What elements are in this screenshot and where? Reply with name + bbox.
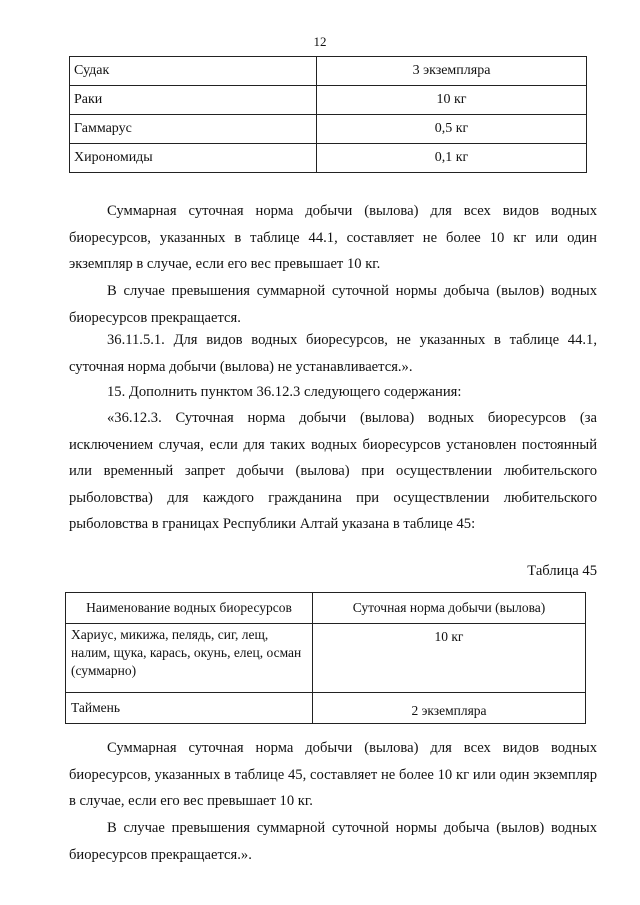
species-name-cell: Судак	[70, 57, 317, 86]
catch-norms-table-45	[65, 592, 586, 724]
table-row	[70, 115, 587, 144]
table-row	[70, 144, 587, 173]
norm-value-cell: 0,1 кг	[317, 144, 587, 173]
table-header-row	[66, 593, 586, 624]
header-norm-cell: Суточная норма добычи (вылова)	[313, 593, 586, 624]
species-name-cell: Таймень	[66, 693, 313, 724]
norm-value-cell: 2 экземпляра	[313, 693, 586, 724]
norm-value-cell: 10 кг	[317, 86, 587, 115]
norm-value-cell: 3 экземпляра	[317, 57, 587, 86]
species-name-cell: Хирономиды	[70, 144, 317, 173]
norm-value-cell: 0,5 кг	[317, 115, 587, 144]
header-species-cell: Наименование водных биоресурсов	[66, 593, 313, 624]
table-row	[70, 57, 587, 86]
table-row	[70, 86, 587, 115]
paragraph-catch-stop-1: В случае превышения суммарной суточной нормы добыча (вылов) водных биоресурсов прекращается.	[69, 283, 597, 326]
paragraph-36-11-5-1: 36.11.5.1. Для видов водных биоресурсов, не указанных в таблице 44.1, суточная норма добычи (вылова) не устанавливается.».	[69, 332, 597, 375]
paragraph-catch-stop-2: В случае превышения суммарной суточной нормы добыча (вылов) водных биоресурсов прекращается.».	[69, 820, 597, 863]
paragraph-total-norm-44-1: Суммарная суточная норма добычи (вылова) для всех видов водных биоресурсов, указанных в таблице 44.1, составляет не более 10 кг или один экземпляр в случае, если его вес превышает 10 кг.	[69, 203, 597, 272]
table-45-caption: Таблица 45	[527, 563, 597, 579]
table-row	[66, 693, 586, 724]
species-name-cell: Гаммарус	[70, 115, 317, 144]
page-number: 12	[313, 34, 327, 49]
norm-value-cell: 10 кг	[313, 624, 586, 693]
table-row	[66, 624, 586, 693]
species-name-cell: Хариус, микижа, пелядь, сиг, лещ, налим, щука, карась, окунь, елец, осман (суммарно)	[66, 624, 313, 693]
paragraph-item-15: 15. Дополнить пунктом 36.12.3 следующего содержания:	[107, 384, 462, 400]
species-name-cell: Раки	[70, 86, 317, 115]
paragraph-total-norm-45: Суммарная суточная норма добычи (вылова) для всех видов водных биоресурсов, указанных в таблице 45, составляет не более 10 кг или один экземпляр в случае, если его вес превышает 10 кг.	[69, 740, 597, 809]
catch-norms-table-44-1	[69, 56, 587, 173]
paragraph-36-12-3: «36.12.3. Суточная норма добычи (вылова) водных биоресурсов (за исключением случая, если для таких водных биоресурсов установлен постоянный или временный запрет добычи (вылова) при осуществлении любительского рыболовства) для каждого гражданина при осуществлении любительского рыболовства в границах Республики Алтай указана в таблице 45:	[69, 410, 597, 532]
